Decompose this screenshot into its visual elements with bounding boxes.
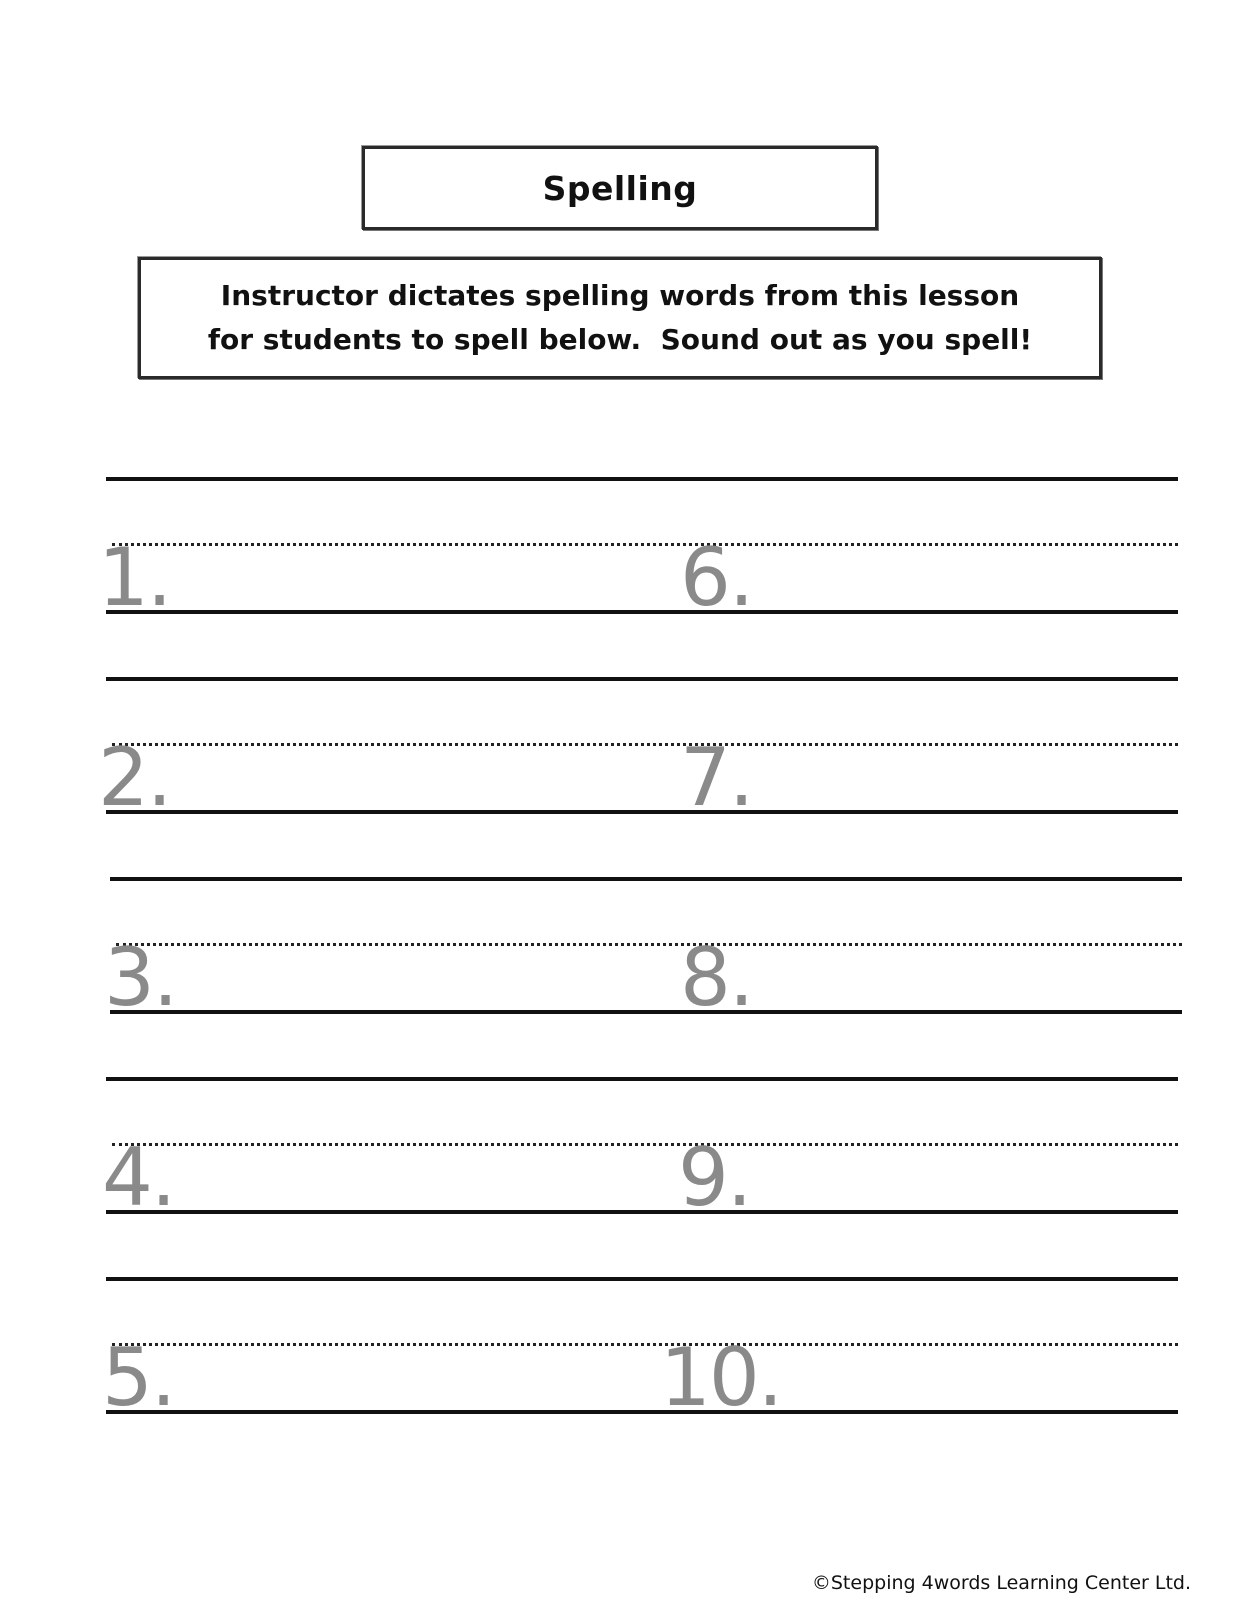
- row-4-midline: [112, 1143, 1178, 1146]
- worksheet-title: Spelling: [542, 168, 698, 208]
- row-5-midline: [112, 1343, 1178, 1346]
- row-3-number-right: 8.: [680, 931, 753, 1024]
- instructions-line-2: for students to spell below. Sound out as you spell!: [207, 323, 1033, 356]
- row-2-number-right: 7.: [680, 731, 753, 824]
- instructions-box: [138, 257, 1102, 379]
- row-1-midline: [112, 543, 1178, 546]
- row-5-number-right: 10.: [660, 1331, 782, 1424]
- row-2-midline: [112, 743, 1178, 746]
- row-4-baseline[interactable]: [106, 1210, 1178, 1214]
- row-1-top-line: [106, 477, 1178, 481]
- row-2-number-left: 2.: [98, 731, 171, 824]
- copyright-footer: ©Stepping 4words Learning Center Ltd.: [811, 1572, 1191, 1594]
- row-5-number-left: 5.: [102, 1331, 175, 1424]
- row-3-baseline[interactable]: [110, 1010, 1182, 1014]
- instructions-line-1: Instructor dictates spelling words from this lesson: [220, 279, 1020, 312]
- row-2-top-line: [106, 677, 1178, 681]
- row-5-top-line: [106, 1277, 1178, 1281]
- worksheet-title-box: [362, 146, 878, 230]
- row-4-number-right: 9.: [678, 1131, 751, 1224]
- row-4-top-line: [106, 1077, 1178, 1081]
- row-1-number-left: 1.: [98, 531, 171, 624]
- row-4-number-left: 4.: [102, 1131, 175, 1224]
- row-2-baseline[interactable]: [106, 810, 1178, 814]
- row-5-baseline[interactable]: [106, 1410, 1178, 1414]
- row-3-top-line: [110, 877, 1182, 881]
- row-3-number-left: 3.: [104, 931, 177, 1024]
- row-3-midline: [116, 943, 1182, 946]
- row-1-baseline[interactable]: [106, 610, 1178, 614]
- row-1-number-right: 6.: [680, 531, 753, 624]
